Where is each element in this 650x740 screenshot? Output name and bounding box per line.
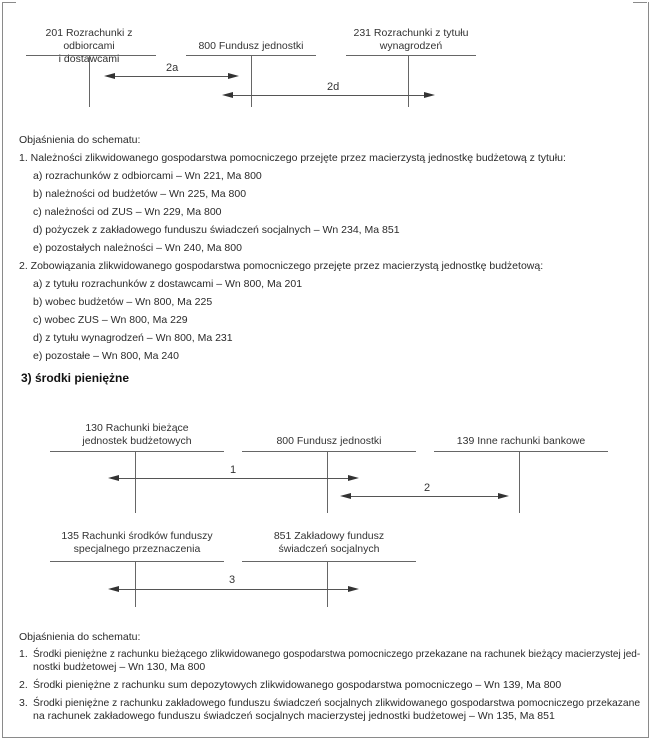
account-130-line1: 130 Rachunki bieżące <box>85 422 189 434</box>
account-231-line2: wynagrodzeń <box>379 40 443 52</box>
account-800-label <box>186 40 316 53</box>
account-800-label <box>242 435 416 448</box>
explanations-title: Objaśnienia do schematu: <box>19 631 141 643</box>
account-800-hline <box>242 451 416 452</box>
explanation-subitem: e) pozostałych należności – Wn 240, Ma 800 <box>33 242 242 254</box>
arrow-3-label: 3 <box>229 574 236 586</box>
account-201-line2: i dostawcami <box>58 53 120 65</box>
explanation-item-number: 3. <box>19 697 28 709</box>
account-135-label <box>50 530 224 556</box>
account-139-line1: 139 Inne rachunki bankowe <box>456 435 586 447</box>
arrow-2-line <box>344 496 504 497</box>
account-231-line1: 231 Rozrachunki z tytułu <box>353 27 469 39</box>
section-heading: 3) środki pieniężne <box>21 371 130 385</box>
explanation-item-2: 2. Zobowiązania zlikwidowanego gospodarstwa pomocniczego przejęte przez macierzystą jednostkę budżetową: <box>19 260 544 272</box>
frame-corner-left <box>2 2 16 3</box>
account-201-line1: 201 Rozrachunki z odbiorcami <box>45 27 133 52</box>
account-139-label <box>434 435 608 448</box>
explanation-item-number: 1. <box>19 648 28 660</box>
account-139-hline <box>434 451 608 452</box>
account-201-vline <box>89 55 90 107</box>
arrow-left-head-icon <box>108 475 119 481</box>
account-231-label <box>346 27 476 53</box>
explanation-item-2: Środki pieniężne z rachunku sum depozytowych zlikwidowanego gospodarstwa pomocniczego – Wn 139, Ma 800 <box>33 679 562 691</box>
account-800-line1: 800 Fundusz jednostki <box>198 40 304 52</box>
arrow-2a-label: 2a <box>166 62 179 74</box>
explanation-item-3-cont: na rachunek zakładowego funduszu świadczeń socjalnych macierzystej jednostki budżetowej – Wn 135, Ma 851 <box>33 710 555 722</box>
arrow-1-line <box>112 478 352 479</box>
explanations-title: Objaśnienia do schematu: <box>19 134 141 146</box>
explanation-subitem: b) wobec budżetów – Wn 800, Ma 225 <box>33 296 213 308</box>
account-130-label <box>50 422 224 448</box>
account-135-line1: 135 Rachunki środków funduszy <box>61 530 213 542</box>
account-851-label <box>242 530 416 556</box>
account-130-line2: jednostek budżetowych <box>82 435 192 447</box>
explanation-subitem: d) pożyczek z zakładowego funduszu świadczeń socjalnych – Wn 234, Ma 851 <box>33 224 400 236</box>
arrow-left-head-icon <box>104 73 115 79</box>
account-851-hline <box>242 561 416 562</box>
account-231-hline <box>346 55 476 56</box>
arrow-left-head-icon <box>222 92 233 98</box>
arrow-3-line <box>112 589 352 590</box>
explanation-item-1: Środki pieniężne z rachunku bieżącego zlikwidowanego gospodarstwa pomocniczego przekazane na rachunek bieżący macierzystej jed- <box>33 648 641 660</box>
account-800-vline <box>251 55 252 107</box>
account-800-line1: 800 Fundusz jednostki <box>276 435 382 447</box>
arrow-2a-line <box>108 76 228 77</box>
explanation-subitem: c) należności od ZUS – Wn 229, Ma 800 <box>33 206 222 218</box>
explanation-subitem: e) pozostałe – Wn 800, Ma 240 <box>33 350 179 362</box>
explanation-subitem: d) z tytułu wynagrodzeń – Wn 800, Ma 231 <box>33 332 233 344</box>
explanation-item-1-cont: nostki budżetowej – Wn 130, Ma 800 <box>33 661 206 673</box>
frame-corner-right <box>633 2 647 3</box>
arrow-right-head-icon <box>348 475 359 481</box>
account-851-vline <box>327 561 328 607</box>
account-130-vline <box>135 451 136 513</box>
account-139-vline <box>519 451 520 513</box>
account-851-line2: świadczeń socjalnych <box>278 543 380 555</box>
arrow-right-head-icon <box>498 493 509 499</box>
account-800-vline <box>327 451 328 513</box>
arrow-2d-label: 2d <box>327 81 340 93</box>
explanation-subitem: c) wobec ZUS – Wn 800, Ma 229 <box>33 314 188 326</box>
explanation-item-number: 2. <box>19 679 28 691</box>
arrow-2-label: 2 <box>424 482 431 494</box>
explanation-item-3: Środki pieniężne z rachunku zakładowego funduszu świadczeń socjalnych zlikwidowanego gospodarstwa pomocniczego przekazane <box>33 697 641 709</box>
account-231-vline <box>408 55 409 107</box>
page-frame <box>2 2 649 738</box>
account-851-line1: 851 Zakładowy fundusz <box>273 530 385 542</box>
explanation-subitem: a) z tytułu rozrachunków z dostawcami – Wn 800, Ma 201 <box>33 278 303 290</box>
arrow-right-head-icon <box>424 92 435 98</box>
account-135-hline <box>50 561 224 562</box>
arrow-right-head-icon <box>228 73 239 79</box>
arrow-2d-line <box>226 95 426 96</box>
arrow-left-head-icon <box>108 586 119 592</box>
arrow-1-label: 1 <box>230 464 237 476</box>
arrow-left-head-icon <box>340 493 351 499</box>
explanation-item-1: 1. Należności zlikwidowanego gospodarstwa pomocniczego przejęte przez macierzystą jednostkę budżetową z tytułu: <box>19 152 566 164</box>
explanation-subitem: a) rozrachunków z odbiorcami – Wn 221, Ma 800 <box>33 170 262 182</box>
account-135-vline <box>135 561 136 607</box>
explanation-subitem: b) należności od budżetów – Wn 225, Ma 800 <box>33 188 247 200</box>
arrow-right-head-icon <box>348 586 359 592</box>
account-135-line2: specjalnego przeznaczenia <box>73 543 201 555</box>
account-130-hline <box>50 451 224 452</box>
account-201-hline <box>26 55 156 56</box>
